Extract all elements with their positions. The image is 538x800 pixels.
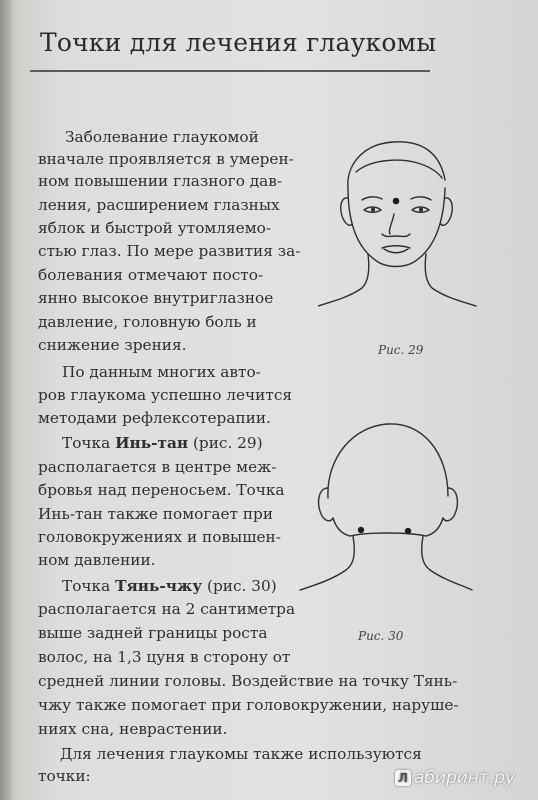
title-underline — [30, 70, 430, 72]
text-line: бровья над переносьем. Точка — [38, 481, 285, 499]
face-front-illustration — [318, 130, 478, 315]
text-line: ном повышении глазного дав- — [38, 172, 283, 190]
text-fragment: Точка — [62, 577, 111, 595]
text-fragment: (рис. 29) — [192, 434, 263, 452]
labirint-logo-text: абиринт.ру — [414, 768, 516, 788]
text-line: болевания отмечают посто- — [38, 266, 264, 284]
text-fragment: Точка — [62, 434, 111, 452]
text-line: волос, на 1,3 цуня в сторону от — [38, 648, 291, 666]
point-name-yin-tang: Инь-тан — [115, 434, 189, 452]
text-line: ров глаукома успешно лечится — [38, 386, 293, 404]
text-line: средней линии головы. Воздействие на точку Тянь- — [38, 672, 458, 690]
tian-zhu-point-right-dot — [405, 528, 411, 534]
text-line: ниях сна, неврастении. — [38, 720, 228, 738]
text-line: вначале проявляется в умерен- — [38, 150, 294, 168]
text-line: точки: — [38, 767, 91, 785]
tian-zhu-point-left-dot — [358, 527, 364, 533]
text-line: стью глаз. По мере развития за- — [38, 242, 301, 260]
text-fragment: (рис. 30) — [207, 577, 277, 595]
text-line: ления, расширением глазных — [38, 196, 280, 214]
text-line: Для лечения глаукомы также используются — [60, 745, 422, 763]
text-line: давление, головную боль и — [38, 313, 257, 331]
text-line: располагается в центре меж- — [38, 458, 277, 476]
point-name-tian-zhu: Тянь-чжу — [115, 577, 203, 595]
text-line: Инь-тан также помогает при — [38, 505, 274, 523]
text-line: головокружениях и повышен- — [38, 528, 281, 546]
text-line: методами рефлексотерапии. — [38, 409, 271, 427]
labirint-logo-icon: Л — [395, 770, 411, 786]
figure-29-caption: Рис. 29 — [378, 343, 424, 357]
text-line: располагается на 2 сантиметра — [38, 600, 296, 618]
labirint-watermark — [395, 768, 515, 788]
yin-tang-point-dot — [393, 198, 400, 205]
text-line: чжу также помогает при головокружении, наруше- — [38, 696, 459, 714]
text-line: янно высокое внутриглазное — [38, 289, 274, 307]
book-spine-shadow — [0, 0, 12, 800]
text-line-mixed — [62, 577, 277, 595]
text-line: снижение зрения. — [38, 336, 187, 354]
figure-30-caption: Рис. 30 — [358, 629, 404, 643]
head-back-illustration — [298, 418, 473, 603]
text-line-mixed — [62, 434, 263, 452]
text-line: выше задней границы роста — [38, 624, 268, 642]
page-title: Точки для лечения глаукомы — [40, 28, 437, 57]
text-line: По данным многих авто- — [62, 363, 261, 381]
text-line: яблок и быстрой утомляемо- — [38, 219, 272, 237]
text-line: ном давлении. — [38, 551, 156, 569]
text-line: Заболевание глаукомой — [65, 128, 259, 146]
